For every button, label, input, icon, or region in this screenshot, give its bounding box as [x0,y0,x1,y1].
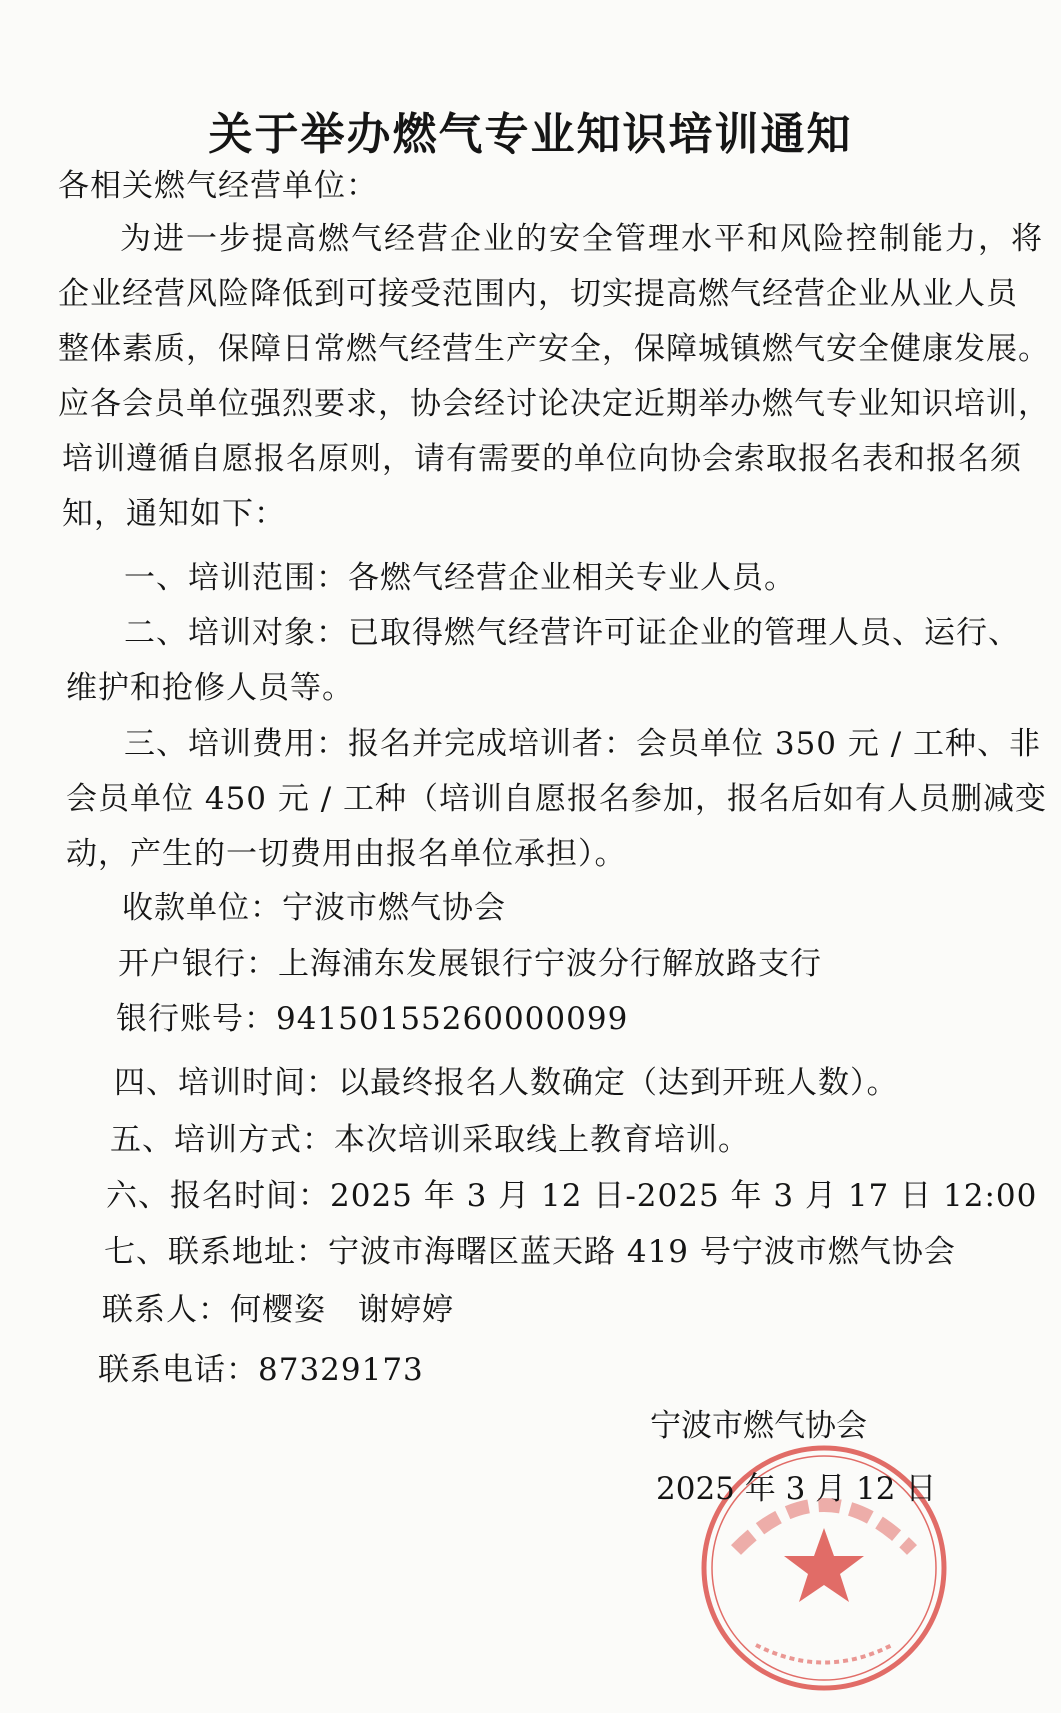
item-address: 七、联系地址：宁波市海曙区蓝天路 419 号宁波市燃气协会 [104,1234,956,1270]
bank: 开户银行：上海浦东发展银行宁波分行解放路支行 [118,946,822,982]
item-time: 四、培训时间：以最终报名人数确定（达到开班人数）。 [114,1065,899,1101]
contact-phone: 联系电话：87329173 [98,1352,424,1388]
page-title: 关于举办燃气专业知识培训通知 [208,109,853,160]
item-target: 二、培训对象：已取得燃气经营许可证企业的管理人员、运行、 [124,615,1020,651]
bank-account: 银行账号：94150155260000099 [116,1001,629,1037]
intro-line: 企业经营风险降低到可接受范围内，切实提高燃气经营企业从业人员 [58,276,1018,312]
intro-line: 知，通知如下： [62,496,286,532]
intro-line: 应各会员单位强烈要求，协会经讨论决定近期举办燃气专业知识培训， [58,386,1050,422]
item-target-cont: 维护和抢修人员等。 [66,670,354,706]
intro-line: 整体素质，保障日常燃气经营生产安全，保障城镇燃气安全健康发展。 [58,331,1050,367]
item-signup: 六、报名时间：2025 年 3 月 12 日-2025 年 3 月 17 日 12:00 [106,1178,1038,1214]
intro-line: 培训遵循自愿报名原则，请有需要的单位向协会索取报名表和报名须 [62,441,1022,477]
item-scope: 一、培训范围：各燃气经营企业相关专业人员。 [124,560,796,596]
item-fee-cont: 会员单位 450 元 / 工种（培训自愿报名参加，报名后如有人员删减变 [66,781,1048,817]
contact-person: 联系人：何樱姿 谢婷婷 [102,1292,454,1328]
salutation: 各相关燃气经营单位： [58,168,378,204]
intro-line: 为进一步提高燃气经营企业的安全管理水平和风险控制能力，将 [120,221,1044,257]
payee: 收款单位：宁波市燃气协会 [122,890,506,926]
item-fee: 三、培训费用：报名并完成培训者：会员单位 350 元 / 工种、非 [124,726,1042,762]
signature-date: 2025 年 3 月 12 日 [656,1471,937,1507]
item-fee-cont: 动，产生的一切费用由报名单位承担）。 [66,836,627,872]
item-method: 五、培训方式：本次培训采取线上教育培训。 [110,1122,750,1158]
signature-org: 宁波市燃气协会 [650,1408,867,1444]
